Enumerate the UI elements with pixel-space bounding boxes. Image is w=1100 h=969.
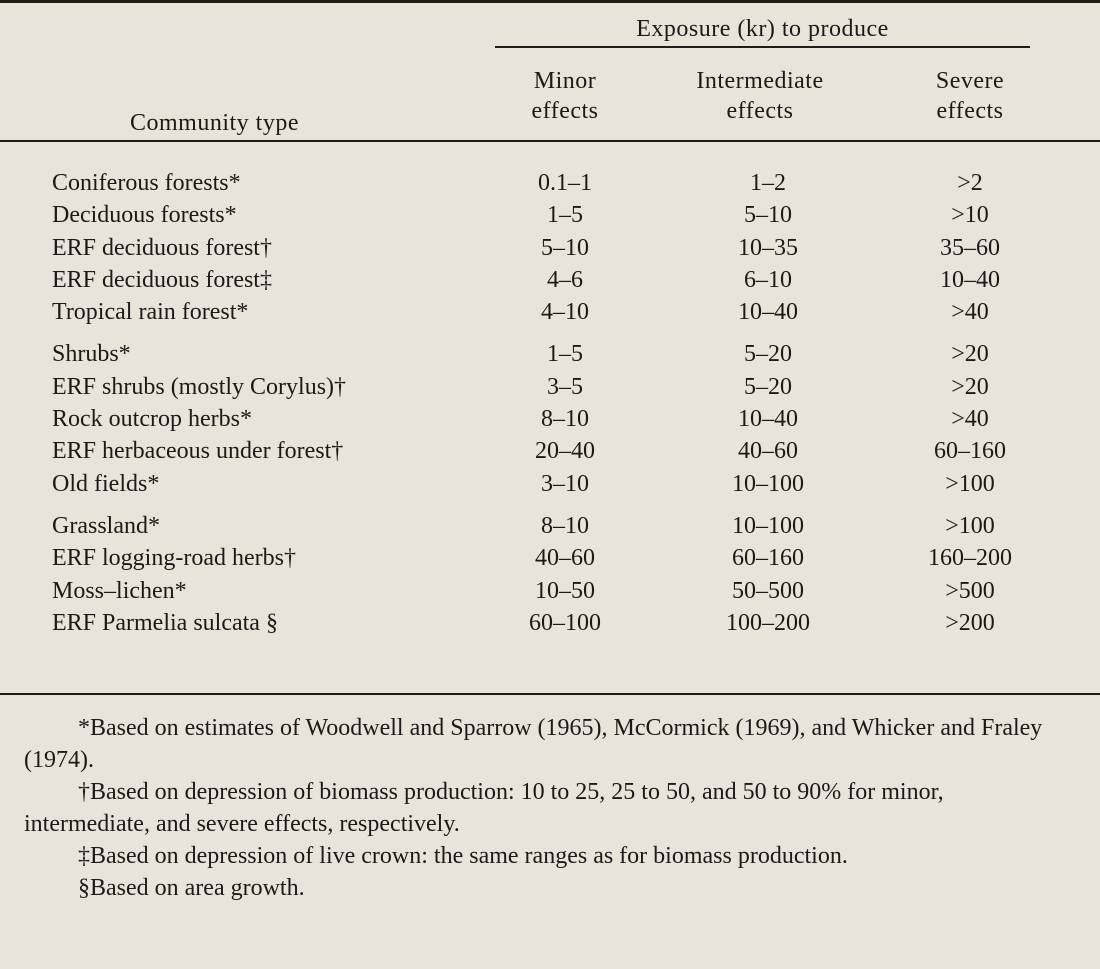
row-severe: >20: [951, 373, 989, 400]
row-community: ERF shrubs (mostly Corylus)†: [52, 373, 347, 400]
row-intermediate: 40–60: [738, 438, 798, 465]
severe-effects-header: [895, 66, 1045, 126]
row-severe: >200: [945, 609, 995, 636]
severe-header-line1: Severe: [935, 68, 1005, 94]
row-community: Tropical rain forest*: [52, 299, 249, 326]
span-rule: [495, 46, 1030, 48]
row-severe: >10: [951, 202, 989, 229]
row-community: Shrubs*: [52, 341, 131, 368]
table-row: [0, 468, 1100, 500]
row-minor: 4–10: [541, 299, 589, 326]
row-community: Grassland*: [52, 512, 160, 539]
row-intermediate: 100–200: [726, 609, 810, 636]
row-community: ERF deciduous forest‡: [52, 266, 272, 293]
intermediate-header-line2: effects: [726, 98, 794, 124]
footnote-dagger: †Based on depression of biomass production: 10 to 25, 25 to 50, and 50 to 90% for minor, intermediate, and severe effects, respectively.: [24, 779, 944, 837]
row-severe: >40: [951, 299, 989, 326]
row-minor: 4–6: [547, 266, 583, 293]
table-row: [0, 575, 1100, 607]
row-severe: 10–40: [940, 266, 1000, 293]
row-intermediate: 10–100: [732, 470, 804, 497]
row-intermediate: 1–2: [750, 170, 786, 196]
table-row: [0, 338, 1100, 370]
row-minor: 1–5: [547, 202, 583, 229]
intermediate-effects-header: [660, 66, 860, 126]
footnote-asterisk: *Based on estimates of Woodwell and Sparrow (1965), McCormick (1969), and Whicker and Fraley (1974).: [24, 715, 1043, 773]
row-community: Rock outcrop herbs*: [52, 406, 252, 433]
row-minor: 0.1–1: [538, 170, 592, 196]
footnote-double-dagger: ‡Based on depression of live crown: the same ranges as for biomass production.: [78, 843, 848, 869]
table-row: [0, 296, 1100, 328]
row-community: Moss–lichen*: [52, 577, 187, 604]
intermediate-header-line1: Intermediate: [696, 68, 824, 94]
row-community: ERF Parmelia sulcata §: [52, 609, 278, 636]
row-severe: >40: [951, 406, 989, 433]
row-community: Coniferous forests*: [52, 170, 241, 196]
row-severe: >500: [945, 577, 995, 604]
row-severe: 35–60: [940, 234, 1000, 261]
table-row: [0, 542, 1100, 574]
row-minor: 1–5: [547, 341, 583, 368]
row-intermediate: 10–40: [738, 299, 798, 326]
row-minor: 5–10: [541, 234, 589, 261]
row-intermediate: 60–160: [732, 545, 804, 572]
exposure-span-header: Exposure (kr) to produce: [636, 16, 889, 42]
table-body: [0, 167, 1100, 639]
row-severe: >100: [945, 512, 995, 539]
row-minor: 20–40: [535, 438, 595, 465]
row-community: Deciduous forests*: [52, 202, 237, 229]
row-intermediate: 50–500: [732, 577, 804, 604]
row-severe: >2: [957, 170, 983, 196]
row-community: ERF deciduous forest†: [52, 234, 272, 261]
table-row: [0, 232, 1100, 264]
row-intermediate: 10–100: [732, 512, 804, 539]
row-minor: 60–100: [529, 609, 601, 636]
table-row: [0, 607, 1100, 639]
severe-header-line2: effects: [936, 98, 1004, 124]
row-community: ERF herbaceous under forest†: [52, 438, 344, 465]
row-severe: 160–200: [928, 545, 1012, 572]
row-minor: 3–10: [541, 470, 589, 497]
table-row: [0, 264, 1100, 296]
row-minor: 3–5: [547, 373, 583, 400]
minor-effects-header: [500, 66, 630, 126]
row-minor: 10–50: [535, 577, 595, 604]
table-row: [0, 510, 1100, 542]
row-intermediate: 10–35: [738, 234, 798, 261]
row-severe: >100: [945, 470, 995, 497]
community-type-header: Community type: [130, 110, 299, 136]
row-minor: 40–60: [535, 545, 595, 572]
table-row: [0, 403, 1100, 435]
row-intermediate: 6–10: [744, 266, 792, 293]
row-severe: >20: [951, 341, 989, 368]
row-community: Old fields*: [52, 470, 160, 497]
bottom-rule: [0, 693, 1100, 695]
table-row: [0, 199, 1100, 231]
row-minor: 8–10: [541, 512, 589, 539]
row-minor: 8–10: [541, 406, 589, 433]
row-intermediate: 5–20: [744, 341, 792, 368]
row-intermediate: 10–40: [738, 406, 798, 433]
header-rule: [0, 140, 1100, 142]
minor-header-line1: Minor: [533, 68, 597, 94]
row-community: ERF logging-road herbs†: [52, 545, 296, 572]
table-row: [0, 435, 1100, 467]
minor-header-line2: effects: [531, 98, 599, 124]
table-row: [0, 167, 1100, 199]
footnotes: [24, 712, 1074, 904]
top-rule: [0, 0, 1100, 3]
table-row: [0, 371, 1100, 403]
footnote-section: §Based on area growth.: [78, 875, 305, 901]
row-severe: 60–160: [934, 438, 1006, 465]
row-intermediate: 5–10: [744, 202, 792, 229]
row-intermediate: 5–20: [744, 373, 792, 400]
